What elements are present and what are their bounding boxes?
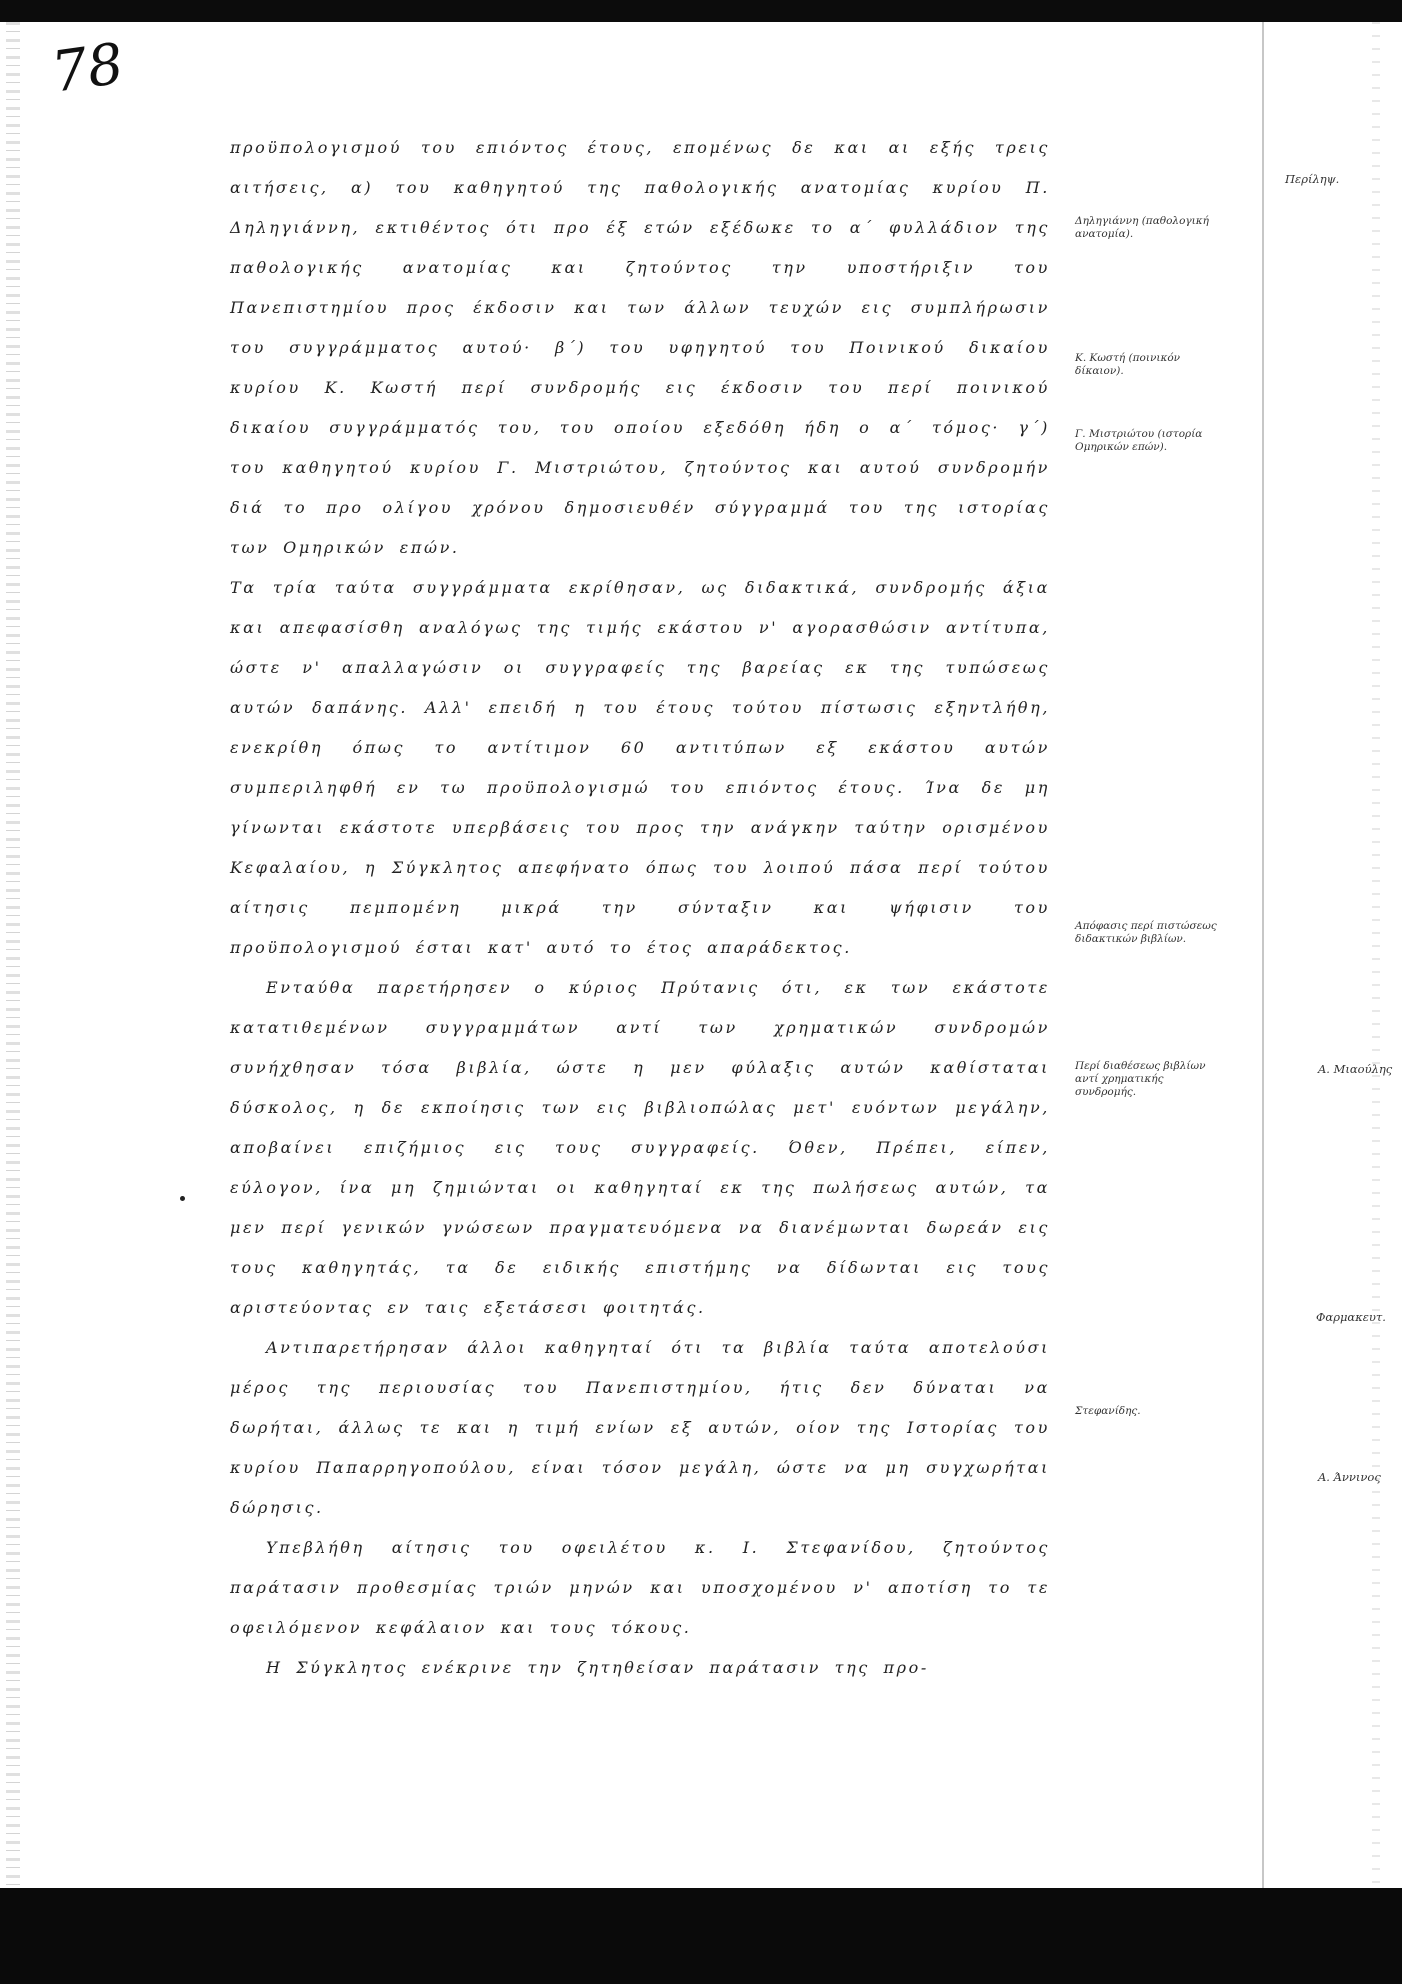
paragraph-senate-decision: Η Σύγκλητος ενέκρινε την ζητηθείσαν παράτασιν της προ-	[266, 1658, 929, 1677]
paragraph-three-books: Τα τρία ταύτα συγγράμματα εκρίθησαν, ως διδακτικά, συνδρομής άξια και απεφασίσθη αναλόγως της τιμής εκάστου ν' αγορασθώσιν αντίτυπα, ώστε ν' απαλλαγώσιν οι συγγραφείς της βαρείας εκ της τυπώσεως αυτών δαπάνης. Αλλ' επειδή η του έτους τούτου πίστωσις εξηντλήθη, ενεκρίθη όπως το αντίτιμον 60 αντιτύπων εξ εκάστου αυτών συμπεριληφθή εν τω προϋπολογισμώ του επιόντος έτους. Ίνα δε μη γίνωνται εκάστοτε υπερβάσεις του προς την ανάγκην ταύτην ορισμένου Κεφαλαίου, η Σύγκλητος απεφήνατο όπως του λοιπού πάσα περί τούτου αίτησις πεμπομένη μικρά την σύνταξιν και ψήφισιν του προϋπολογισμού έσται κατ' αυτό το έτος απαράδεκτος.	[230, 578, 1050, 957]
paragraph-objection: Αντιπαρετήρησαν άλλοι καθηγηταί ότι τα βιβλία ταύτα αποτελούσι μέρος της περιουσίας του Πανεπιστημίου, ήτις δεν δύναται να δωρήται, άλλως τε και η τιμή ενίων εξ αυτών, οίον της Ιστορίας του κυρίου Παπαρρηγοπούλου, είναι τόσον μεγάλη, ώστε να μη συγχωρήται δώρησις.	[230, 1338, 1050, 1517]
scan-top-border	[0, 0, 1402, 22]
margin-note-deligiannis: Δηληγιάννη (παθολογική ανατομία).	[1075, 215, 1209, 240]
far-note-miaoulis: Α. Μιαούλης	[1318, 1062, 1393, 1076]
margin-note-mistriotis: Γ. Μιστριώτου (ιστορία Ομηρικών επών).	[1075, 428, 1203, 453]
scan-bottom-border	[0, 1888, 1402, 1984]
margin-note-kostis: Κ. Κωστή (ποινικόν δίκαιον).	[1075, 352, 1181, 377]
far-note-summary: Περίληψ.	[1285, 172, 1340, 186]
binding-edge	[6, 22, 20, 1888]
margin-note-stefanidis: Στεφανίδης.	[1075, 1405, 1141, 1417]
far-note-anninos: Α. Άννινος	[1318, 1470, 1381, 1484]
paragraph-rector: Ενταύθα παρετήρησεν ο κύριος Πρύτανις ότι, εκ των εκάστοτε κατατιθεμένων συγγραμμάτων αντί των χρηματικών συνδρομών συνήχθησαν τόσα βιβλία, ώστε η μεν φύλαξις αυτών καθίσταται δύσκολος, η δε εκποίησις των εις βιβλιοπώλας μετ' ευόντων μεγάλην, αποβαίνει επιζήμιος εις τους συγγραφείς. Όθεν, Πρέπει, είπεν, εύλογον, ίνα μη ζημιώνται οι καθηγηταί εκ της πωλήσεως αυτών, τα μεν περί γενικών γνώσεων πραγματευόμενα να διανέμωνται δωρεάν εις τους καθηγητάς, τα δε ειδικής επιστήμης να δίδωνται εις τους αριστεύοντας εν ταις εξετάσεσι φοιτητάς.	[230, 978, 1050, 1317]
paragraph-intro: προϋπολογισμού του επιόντος έτους, επομένως δε και αι εξής τρεις αιτήσεις, α) του καθηγητού της παθολογικής ανατομίας κυρίου Π. Δηληγιάννη, εκτιθέντος ότι προ έξ ετών εξέδωκε το α΄ φυλλάδιον της παθολογικής ανατομίας και ζητούντος την υποστήριξιν του Πανεπιστημίου προς έκδοσιν και των άλλων τευχών εις συμπλήρωσιν του συγγράμματος αυτού· β΄) του υφηγητού του Ποινικού δικαίου κυρίου Κ. Κωστή περί συνδρομής εις έκδοσιν του περί ποινικού δικαίου συγγράμματός του, του οποίου εξεδόθη ήδη ο α΄ τόμος· γ΄) του καθηγητού κυρίου Γ. Μιστριώτου, ζητούντος και αυτού συνδρομήν διά το προ ολίγου χρόνου δημοσιευθέν σύγγραμμά του της ιστορίας των Ομηρικών επών.	[230, 138, 1050, 557]
margin-note-credit-decision: Απόφασις περί πιστώσεως διδακτικών βιβλίων.	[1075, 920, 1217, 945]
ink-mark	[180, 1196, 185, 1201]
page-right-edge	[1372, 22, 1380, 1888]
manuscript-body	[230, 128, 1050, 1688]
page-number: 78	[47, 31, 128, 106]
margin-rule	[1262, 22, 1264, 1888]
margin-note-books-disposal: Περί διαθέσεως βιβλίων αντί χρηματικής συνδρομής.	[1075, 1060, 1206, 1098]
paragraph-stefanidis: Υπεβλήθη αίτησις του οφειλέτου κ. Ι. Στεφανίδου, ζητούντος παράτασιν προθεσμίας τριών μηνών και υποσχομένου ν' αποτίση το τε οφειλόμενον κεφάλαιον και τους τόκους.	[230, 1538, 1050, 1637]
far-note-pharmaceutical: Φαρμακευτ.	[1316, 1310, 1386, 1324]
